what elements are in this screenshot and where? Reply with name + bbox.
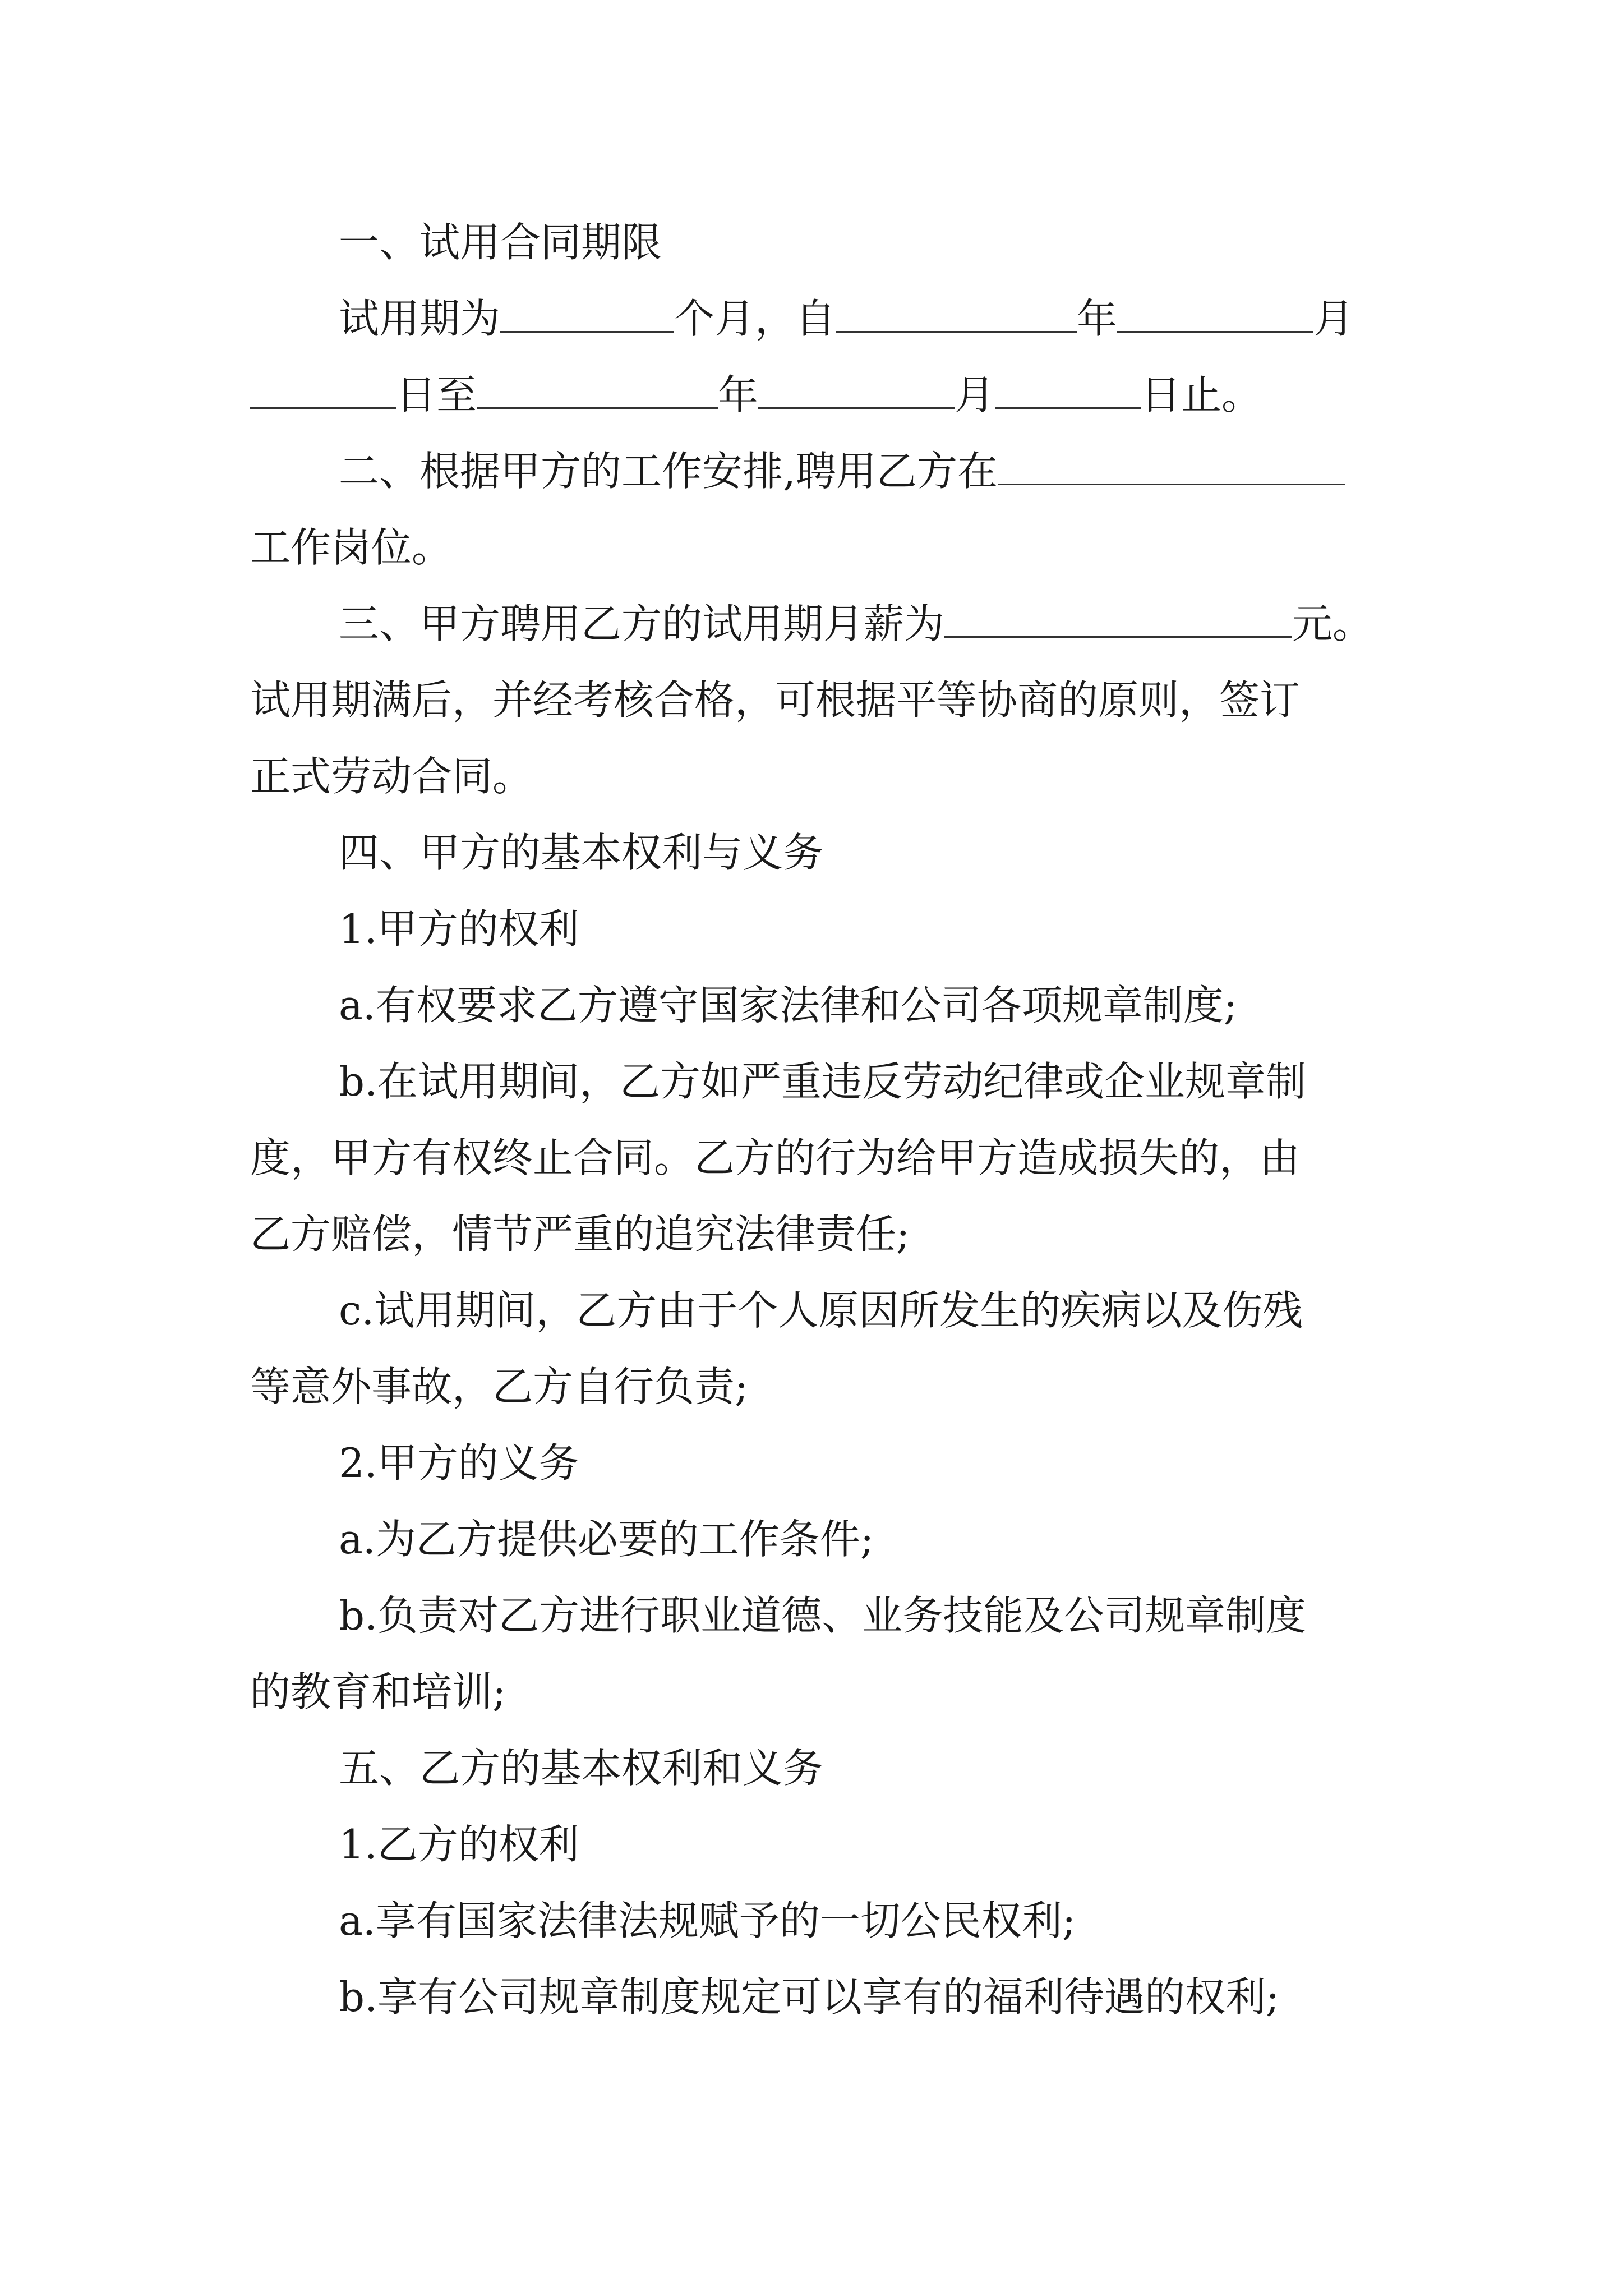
- list-item: a.有权要求乙方遵守国家法律和公司各项规章制度;: [339, 982, 1238, 1029]
- section-heading-2: 二、根据甲方的工作安排,聘用乙方在: [250, 438, 1383, 505]
- start-month-blank[interactable]: [1117, 294, 1313, 333]
- end-year-blank[interactable]: [477, 370, 718, 409]
- body-line: 的教育和培训;: [250, 1668, 506, 1715]
- body-line: 试用期满后，并经考核合格，可根据平等协商的原则，签订: [250, 677, 1301, 724]
- start-year-blank[interactable]: [836, 294, 1077, 333]
- section-heading-3: 三、甲方聘用乙方的试用期月薪为 元。: [339, 600, 1373, 647]
- list-item: c.试用期间，乙方由于个人原因所发生的疾病以及伤残: [339, 1287, 1303, 1334]
- list-item: a.享有国家法律法规赋予的一切公民权利;: [339, 1897, 1076, 1944]
- section-heading-5: 五、乙方的基本权利和义务: [339, 1745, 824, 1792]
- months-blank[interactable]: [500, 294, 674, 333]
- probation-end-line: 日至 年 月 日止。: [250, 361, 1383, 429]
- section-heading-1: 一、试用合同期限: [339, 219, 662, 266]
- subheading: 1.甲方的权利: [339, 905, 579, 953]
- list-item: a.为乙方提供必要的工作条件;: [339, 1516, 874, 1563]
- section-heading-4: 四、甲方的基本权利与义务: [339, 829, 824, 876]
- body-line: 等意外事故，乙方自行负责;: [250, 1363, 749, 1410]
- start-day-blank[interactable]: [250, 370, 396, 409]
- list-item: b.享有公司规章制度规定可以享有的福利待遇的权利;: [339, 1973, 1280, 2021]
- body-line: 度，甲方有权终止合同。乙方的行为给甲方造成损失的，由: [250, 1134, 1301, 1181]
- end-day-blank[interactable]: [995, 370, 1141, 409]
- subheading: 1.乙方的权利: [339, 1821, 579, 1868]
- list-item: b.负责对乙方进行职业道德、业务技能及公司规章制度: [339, 1592, 1306, 1639]
- subheading: 2.甲方的义务: [339, 1439, 579, 1487]
- salary-blank[interactable]: [944, 599, 1292, 638]
- body-line: 乙方赔偿，情节严重的追究法律责任;: [250, 1211, 910, 1258]
- position-blank[interactable]: [998, 447, 1345, 485]
- probation-period-line: 试用期为 个月，自 年 月: [339, 295, 1354, 342]
- body-line: 工作岗位。: [250, 524, 453, 571]
- end-month-blank[interactable]: [758, 370, 955, 409]
- body-line: 正式劳动合同。: [250, 753, 533, 800]
- list-item: b.在试用期间，乙方如严重违反劳动纪律或企业规章制: [339, 1058, 1306, 1105]
